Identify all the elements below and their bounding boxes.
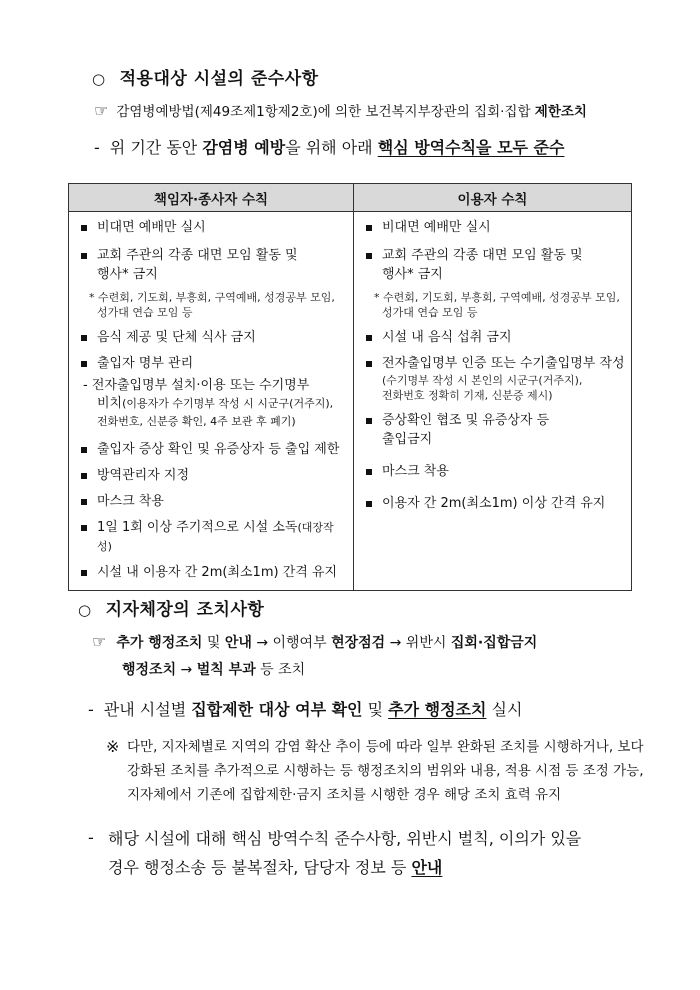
item-note: (대장작성) (97, 521, 334, 553)
measure-text: → 위반시 (385, 635, 451, 651)
measure-text: 벌칙 부과 (196, 662, 256, 678)
list-item: 전자출입명부 인증 또는 수기출입명부 작성 (364, 354, 625, 373)
dash-marker: - (94, 138, 100, 157)
dash-marker: - (88, 828, 94, 847)
section2-heading (78, 595, 264, 620)
list-item: 방역관리자 지정 (79, 466, 347, 485)
list-item (79, 518, 347, 556)
item-note (382, 373, 625, 403)
list-item: 이용자 간 2m(최소1m) 이상 간격 유지 (364, 494, 625, 513)
compliance-text-d: 핵심 방역수칙을 모두 준수 (377, 138, 565, 157)
compliance-line (94, 135, 564, 158)
header-users: 이용자 수칙 (354, 184, 632, 212)
compliance-text-c: 을 위해 아래 (285, 138, 378, 157)
note-line: 지자체에서 기존에 집합제한·금지 조치를 시행한 경우 해당 조치 효력 유지 (127, 787, 562, 803)
note-line: 강화된 조치를 추가적으로 시행하는 등 행정조치의 범위와 내용, 적용 시점 등 조정 가능, (127, 763, 644, 779)
list-item: 음식 제공 및 단체 식사 금지 (79, 328, 347, 347)
item-text: 교회 주관의 각종 대면 모임 활동 및 (382, 248, 583, 263)
note-line: 전화번호 정확히 기재, 신분증 제시) (382, 389, 553, 402)
check-text: 집합제한 대상 여부 확인 (191, 700, 363, 719)
item-text: 교회 주관의 각종 대면 모임 활동 및 (97, 248, 298, 263)
staff-rules-cell (69, 212, 354, 591)
section1-heading (92, 64, 319, 89)
footnote (374, 290, 625, 320)
sub-item-text: 비치 (97, 396, 123, 411)
measure-text: → (176, 662, 197, 678)
check-text: 관내 시설별 (103, 700, 192, 719)
section2-title: 지자체장의 조치사항 (105, 600, 265, 620)
circle-bullet: ○ (92, 70, 106, 88)
compliance-text-a: 위 기간 동안 (109, 138, 203, 157)
list-item (79, 246, 347, 284)
facility-check-line (88, 697, 522, 720)
list-item: 마스크 착용 (79, 492, 347, 511)
list-item: 시설 내 이용자 간 2m(최소1m) 간격 유지 (79, 563, 347, 582)
measures-paragraph (92, 628, 537, 684)
rules-table (68, 183, 632, 591)
list-item: 마스크 착용 (364, 462, 625, 481)
item-text: 1일 1회 이상 주기적으로 시설 소독 (97, 520, 298, 535)
footnote (89, 290, 347, 320)
footnote-line: 성가대 연습 모임 등 (382, 306, 478, 319)
footnote-line: * 수련회, 기도회, 부흥회, 구역예배, 성경공부 모임, (374, 291, 620, 304)
list-item: 비대면 예배만 실시 (364, 218, 625, 237)
user-rules-cell (354, 212, 632, 591)
guidance-paragraph (108, 824, 648, 882)
sub-item-note: (이용자가 수기명부 작성 시 시군구(거주지), (122, 397, 334, 410)
pointing-hand-icon: ☞ (94, 101, 109, 120)
measure-text: → 이행여부 (251, 635, 332, 651)
list-item (364, 246, 625, 284)
dash-marker: - (88, 700, 94, 719)
circle-bullet: ○ (78, 601, 92, 619)
guidance-line (108, 853, 648, 882)
measure-text: 현장점검 (331, 635, 386, 651)
pointing-hand-icon: ☞ (92, 632, 107, 651)
list-item: 비대면 예배만 실시 (79, 218, 347, 237)
measure-text: 행정조치 (122, 662, 177, 678)
footnote-line: * 수련회, 기도회, 부흥회, 구역예배, 성경공부 모임, (89, 291, 335, 304)
section1-title: 적용대상 시설의 준수사항 (119, 69, 319, 89)
compliance-text-b: 감염병 예방 (202, 138, 286, 157)
item-text: 행사* 금지 (382, 267, 443, 282)
legal-basis-line (94, 100, 587, 120)
list-item: 시설 내 음식 섭취 금지 (364, 328, 625, 347)
check-text: 및 (362, 700, 389, 719)
legal-basis-text: 감염병예방법(제49조제1항제2호)에 의한 보건복지부장관의 집회·집합 (116, 104, 535, 120)
item-text: 증상확인 협조 및 유증상자 등 (382, 413, 550, 428)
list-item (364, 411, 625, 449)
sub-item-text: - 전자출입명부 설치·이용 또는 수기명부 (83, 378, 310, 393)
note-paragraph (127, 735, 647, 807)
sub-item (79, 377, 347, 431)
guidance-text: 안내 (411, 858, 443, 877)
header-staff: 책임자·종사자 수칙 (69, 184, 354, 212)
check-text: 실시 (486, 700, 523, 719)
list-item: 출입자 명부 관리 (79, 354, 347, 373)
guidance-line: 해당 시설에 대해 핵심 방역수칙 준수사항, 위반시 벌칙, 이의가 있을 (108, 829, 582, 848)
note-line: 다만, 지자체별로 지역의 감염 확산 추이 등에 따라 일부 완화된 조치를 시행하거나, 보다 (127, 739, 644, 755)
note-line: (수기명부 작성 시 본인의 시군구(거주지), (382, 374, 583, 387)
measure-text: 집회·집합금지 (450, 635, 538, 651)
guidance-text: 경우 행정소송 등 불복절차, 담당자 정보 등 (108, 858, 412, 877)
check-text: 추가 행정조치 (388, 700, 487, 719)
item-text: 행사* 금지 (97, 267, 158, 282)
measure-text: 추가 행정조치 (116, 635, 203, 651)
measure-text: 및 (202, 635, 225, 651)
list-item: 출입자 증상 확인 및 유증상자 등 출입 제한 (79, 440, 347, 459)
footnote-line: 성가대 연습 모임 등 (97, 306, 193, 319)
measure-text: 안내 (224, 635, 252, 651)
restriction-measure-text: 제한조치 (534, 104, 587, 120)
note-marker-icon: ※ (106, 737, 120, 756)
sub-item-note: 전화번호, 신분증 확인, 4주 보관 후 폐기) (97, 415, 296, 428)
item-text: 출입금지 (382, 432, 433, 447)
measure-text: 등 조치 (255, 662, 306, 678)
